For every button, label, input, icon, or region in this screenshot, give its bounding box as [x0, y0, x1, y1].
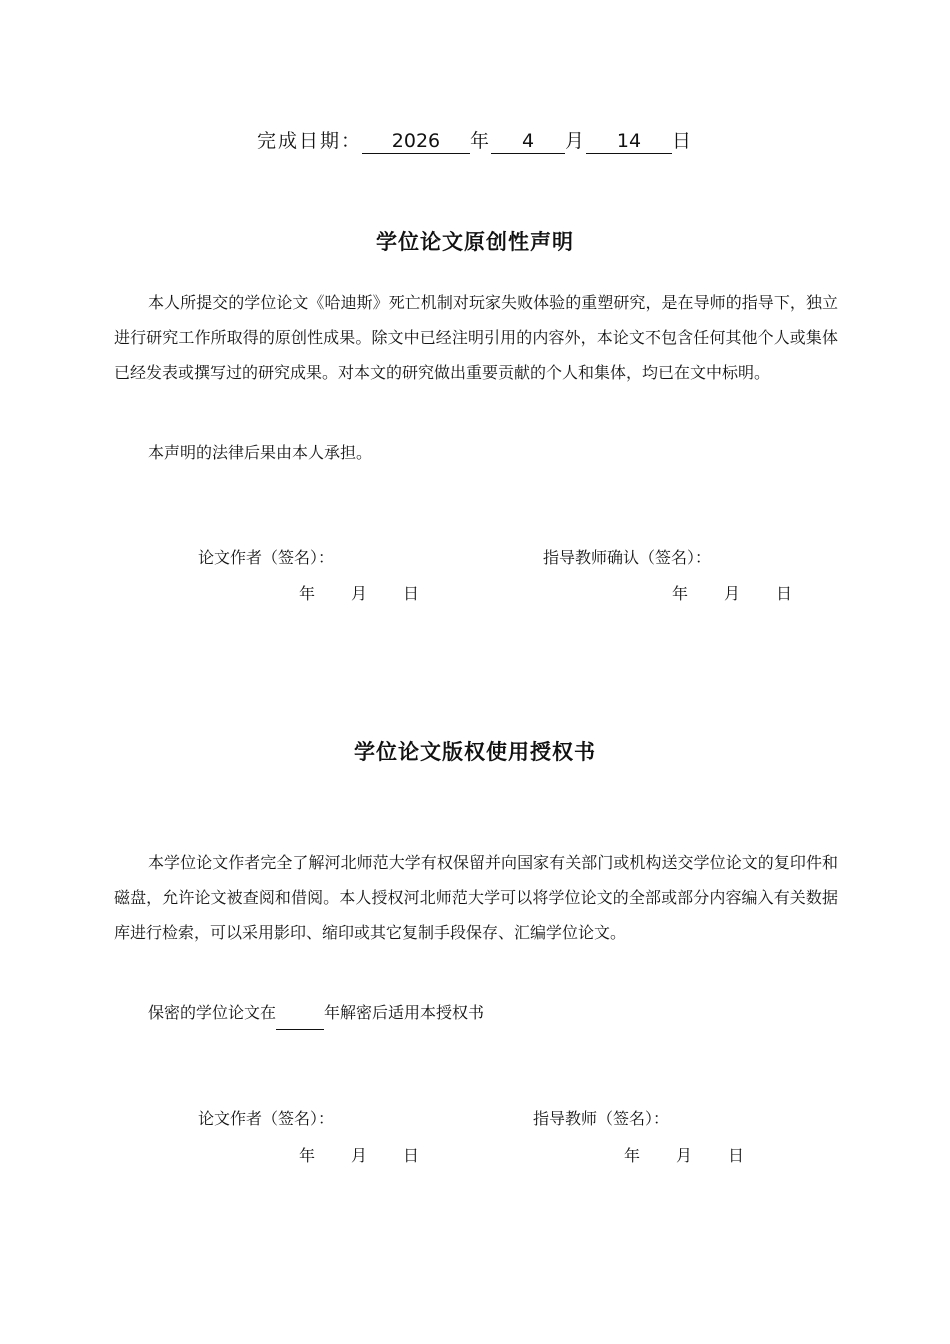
- copyright-advisor-signature-label: 指导教师（签名）：: [533, 1109, 670, 1128]
- date-year-label: 年: [299, 1146, 316, 1165]
- date-month-label: 月: [724, 584, 741, 603]
- date-year-label: 年: [624, 1146, 641, 1165]
- confidential-text-before: 保密的学位论文在: [148, 1003, 277, 1022]
- originality-title: 学位论文原创性声明: [376, 230, 574, 254]
- originality-paragraph-2: 本声明的法律后果由本人承担。: [148, 443, 373, 462]
- completion-year-field: 2026: [362, 129, 470, 154]
- date-day-label: 日: [776, 584, 793, 603]
- year-unit: 年: [469, 130, 491, 152]
- confidential-text-after: 年解密后适用本授权书: [324, 1003, 485, 1022]
- date-month-label: 月: [351, 584, 368, 603]
- copyright-author-date: [299, 1143, 419, 1166]
- completion-month-field: 4: [491, 129, 565, 154]
- originality-author-date: [299, 581, 419, 604]
- copyright-title: 学位论文版权使用授权书: [354, 740, 596, 764]
- originality-advisor-confirm-label: 指导教师确认（签名）：: [543, 548, 712, 567]
- date-month-label: 月: [351, 1146, 368, 1165]
- originality-advisor-date: [672, 581, 792, 604]
- day-unit: 日: [672, 130, 694, 152]
- confidential-years-blank: [276, 1011, 324, 1030]
- copyright-author-signature-label: 论文作者（签名）：: [198, 1109, 335, 1128]
- month-unit: 月: [565, 130, 587, 152]
- originality-paragraph-1: 本人所提交的学位论文《哈迪斯》死亡机制对玩家失败体验的重塑研究，是在导师的指导下，独立进行研究工作所取得的原创性成果。除文中已经注明引用的内容外，本论文不包含任何其他个人或集体已经发表或撰写过的研究成果。对本文的研究做出重要贡献的个人和集体，均已在文中标明。: [114, 293, 838, 382]
- date-day-label: 日: [728, 1146, 745, 1165]
- completion-date-label: 完成日期：: [256, 130, 362, 152]
- copyright-advisor-date: [624, 1143, 744, 1166]
- date-month-label: 月: [676, 1146, 693, 1165]
- date-day-label: 日: [403, 1146, 420, 1165]
- originality-author-signature-label: 论文作者（签名）：: [198, 548, 335, 567]
- completion-date-line: [0, 126, 950, 154]
- completion-day-field: 14: [586, 129, 672, 154]
- copyright-paragraph-1: 本学位论文作者完全了解河北师范大学有权保留并向国家有关部门或机构送交学位论文的复印件和磁盘，允许论文被查阅和借阅。本人授权河北师范大学可以将学位论文的全部或部分内容编入有关数据库进行检索，可以采用影印、缩印或其它复制手段保存、汇编学位论文。: [114, 853, 838, 942]
- copyright-paragraph-2: [114, 995, 838, 1030]
- date-day-label: 日: [403, 584, 420, 603]
- date-year-label: 年: [299, 584, 316, 603]
- date-year-label: 年: [672, 584, 689, 603]
